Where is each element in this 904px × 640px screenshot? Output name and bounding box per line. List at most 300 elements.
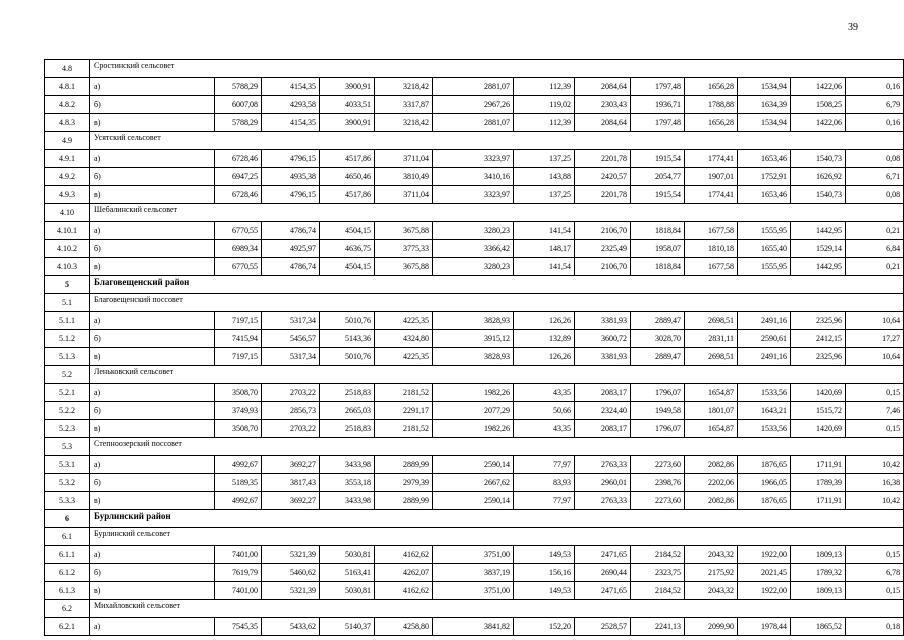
value-cell: 3817,43 (262, 474, 320, 492)
value-cell: 2831,11 (685, 330, 738, 348)
value-cell: 5189,35 (215, 474, 262, 492)
row-variant: а) (90, 546, 215, 564)
value-cell: 1422,06 (791, 114, 846, 132)
value-cell: 1677,58 (685, 222, 738, 240)
row-variant: б) (90, 330, 215, 348)
value-cell: 5433,62 (262, 618, 320, 636)
section-label: Шебалинский сельсовет (90, 204, 904, 222)
row-variant: а) (90, 456, 215, 474)
value-cell: 10,42 (846, 492, 904, 510)
row-variant: б) (90, 168, 215, 186)
value-cell: 4293,58 (262, 96, 320, 114)
table-row (45, 546, 904, 564)
value-cell: 1634,39 (738, 96, 791, 114)
value-cell: 2021,45 (738, 564, 791, 582)
value-cell: 4154,35 (262, 78, 320, 96)
value-cell: 3433,98 (320, 456, 375, 474)
settlement-header-row (45, 60, 904, 78)
value-cell: 2202,06 (685, 474, 738, 492)
value-cell: 0,15 (846, 546, 904, 564)
value-cell: 10,42 (846, 456, 904, 474)
value-cell: 1915,54 (631, 150, 685, 168)
value-cell: 3381,93 (575, 312, 631, 330)
value-cell: 2590,61 (738, 330, 791, 348)
value-cell: 4517,86 (320, 186, 375, 204)
row-variant: в) (90, 348, 215, 366)
row-variant: в) (90, 258, 215, 276)
value-cell: 4154,35 (262, 114, 320, 132)
value-cell: 6989,34 (215, 240, 262, 258)
value-cell: 1982,26 (433, 384, 514, 402)
row-variant: б) (90, 96, 215, 114)
value-cell: 2181,52 (375, 384, 433, 402)
value-cell: 2273,60 (631, 456, 685, 474)
value-cell: 5317,34 (262, 312, 320, 330)
section-label: Бурлинский сельсовет (90, 528, 904, 546)
row-code: 4.10.2 (45, 240, 90, 258)
value-cell: 6,71 (846, 168, 904, 186)
value-cell: 1655,40 (738, 240, 791, 258)
value-cell: 0,15 (846, 384, 904, 402)
table-row (45, 492, 904, 510)
value-cell: 3218,42 (375, 114, 433, 132)
table-row (45, 384, 904, 402)
row-variant: а) (90, 78, 215, 96)
value-cell: 4517,86 (320, 150, 375, 168)
value-cell: 1922,00 (738, 546, 791, 564)
value-cell: 2084,64 (575, 114, 631, 132)
value-cell: 4636,75 (320, 240, 375, 258)
value-cell: 5456,57 (262, 330, 320, 348)
row-code: 5 (45, 276, 90, 294)
value-cell: 5010,76 (320, 348, 375, 366)
settlement-header-row (45, 600, 904, 618)
value-cell: 1797,48 (631, 114, 685, 132)
value-cell: 2106,70 (575, 222, 631, 240)
value-cell: 77,97 (514, 492, 575, 510)
value-cell: 132,89 (514, 330, 575, 348)
value-cell: 4796,15 (262, 186, 320, 204)
district-header-row (45, 510, 904, 528)
value-cell: 2665,03 (320, 402, 375, 420)
row-code: 6.2 (45, 600, 90, 618)
value-cell: 1515,72 (791, 402, 846, 420)
value-cell: 2703,22 (262, 384, 320, 402)
settlement-header-row (45, 294, 904, 312)
value-cell: 2291,17 (375, 402, 433, 420)
value-cell: 4033,51 (320, 96, 375, 114)
value-cell: 5010,76 (320, 312, 375, 330)
row-code: 5.1.3 (45, 348, 90, 366)
value-cell: 3410,16 (433, 168, 514, 186)
value-cell: 2325,96 (791, 312, 846, 330)
value-cell: 1711,91 (791, 456, 846, 474)
value-cell: 1677,58 (685, 258, 738, 276)
value-cell: 1534,94 (738, 78, 791, 96)
value-cell: 7197,15 (215, 312, 262, 330)
value-cell: 1978,44 (738, 618, 791, 636)
value-cell: 1555,95 (738, 258, 791, 276)
row-variant: б) (90, 474, 215, 492)
row-variant: а) (90, 384, 215, 402)
value-cell: 1752,91 (738, 168, 791, 186)
value-cell: 2763,33 (575, 492, 631, 510)
district-header-row (45, 276, 904, 294)
value-cell: 1876,65 (738, 492, 791, 510)
table-row (45, 258, 904, 276)
row-code: 6.1 (45, 528, 90, 546)
row-code: 4.9.2 (45, 168, 90, 186)
value-cell: 1982,26 (433, 420, 514, 438)
value-cell: 3837,19 (433, 564, 514, 582)
value-cell: 1797,48 (631, 78, 685, 96)
row-code: 5.2 (45, 366, 90, 384)
value-cell: 2967,26 (433, 96, 514, 114)
value-cell: 10,64 (846, 348, 904, 366)
value-cell: 5140,37 (320, 618, 375, 636)
value-cell: 3692,27 (262, 492, 320, 510)
value-cell: 2881,07 (433, 114, 514, 132)
table-row (45, 456, 904, 474)
value-cell: 2856,73 (262, 402, 320, 420)
value-cell: 2325,49 (575, 240, 631, 258)
table-row (45, 618, 904, 636)
value-cell: 2324,40 (575, 402, 631, 420)
value-cell: 2518,83 (320, 384, 375, 402)
value-cell: 1540,73 (791, 186, 846, 204)
value-cell: 2698,51 (685, 312, 738, 330)
row-code: 5.3.2 (45, 474, 90, 492)
row-code: 4.10 (45, 204, 90, 222)
value-cell: 43,35 (514, 384, 575, 402)
value-cell: 4992,67 (215, 456, 262, 474)
settlement-header-row (45, 528, 904, 546)
value-cell: 1508,25 (791, 96, 846, 114)
value-cell: 149,53 (514, 582, 575, 600)
value-cell: 6947,25 (215, 168, 262, 186)
value-cell: 2043,32 (685, 582, 738, 600)
value-cell: 1789,39 (791, 474, 846, 492)
value-cell: 2491,16 (738, 348, 791, 366)
value-cell: 3900,91 (320, 114, 375, 132)
value-cell: 2889,99 (375, 492, 433, 510)
value-cell: 1936,71 (631, 96, 685, 114)
row-code: 5.2.2 (45, 402, 90, 420)
value-cell: 3323,97 (433, 150, 514, 168)
row-code: 6.1.1 (45, 546, 90, 564)
value-cell: 6770,55 (215, 258, 262, 276)
value-cell: 1774,41 (685, 150, 738, 168)
value-cell: 1656,28 (685, 78, 738, 96)
settlement-header-row (45, 204, 904, 222)
value-cell: 3711,04 (375, 186, 433, 204)
value-cell: 16,38 (846, 474, 904, 492)
value-cell: 1801,07 (685, 402, 738, 420)
value-cell: 2083,17 (575, 420, 631, 438)
row-code: 4.8.3 (45, 114, 90, 132)
row-variant: б) (90, 402, 215, 420)
value-cell: 3433,98 (320, 492, 375, 510)
value-cell: 2590,14 (433, 492, 514, 510)
value-cell: 1653,46 (738, 150, 791, 168)
value-cell: 2184,52 (631, 546, 685, 564)
value-cell: 141,54 (514, 258, 575, 276)
value-cell: 1809,13 (791, 582, 846, 600)
value-cell: 5143,36 (320, 330, 375, 348)
value-cell: 0,18 (846, 618, 904, 636)
table-row (45, 420, 904, 438)
value-cell: 1915,54 (631, 186, 685, 204)
value-cell: 1949,58 (631, 402, 685, 420)
value-cell: 2420,57 (575, 168, 631, 186)
value-cell: 3317,87 (375, 96, 433, 114)
value-cell: 1711,91 (791, 492, 846, 510)
value-cell: 2881,07 (433, 78, 514, 96)
value-cell: 1654,87 (685, 384, 738, 402)
value-cell: 5317,34 (262, 348, 320, 366)
table-row (45, 186, 904, 204)
table-row (45, 78, 904, 96)
row-variant: а) (90, 618, 215, 636)
table-row (45, 114, 904, 132)
table-row (45, 96, 904, 114)
value-cell: 1818,84 (631, 222, 685, 240)
value-cell: 1796,07 (631, 384, 685, 402)
value-cell: 2106,70 (575, 258, 631, 276)
value-cell: 1534,94 (738, 114, 791, 132)
value-cell: 2181,52 (375, 420, 433, 438)
value-cell: 1788,88 (685, 96, 738, 114)
value-cell: 112,39 (514, 78, 575, 96)
value-cell: 156,16 (514, 564, 575, 582)
value-cell: 1966,05 (738, 474, 791, 492)
value-cell: 1555,95 (738, 222, 791, 240)
value-cell: 6770,55 (215, 222, 262, 240)
value-cell: 3810,49 (375, 168, 433, 186)
row-variant: в) (90, 420, 215, 438)
row-code: 4.8.2 (45, 96, 90, 114)
value-cell: 3751,00 (433, 582, 514, 600)
row-code: 5.2.3 (45, 420, 90, 438)
value-cell: 6007,08 (215, 96, 262, 114)
table-row (45, 474, 904, 492)
value-cell: 2698,51 (685, 348, 738, 366)
value-cell: 5788,29 (215, 78, 262, 96)
value-cell: 4935,38 (262, 168, 320, 186)
row-code: 6.2.1 (45, 618, 90, 636)
row-code: 4.9.1 (45, 150, 90, 168)
value-cell: 2273,60 (631, 492, 685, 510)
value-cell: 137,25 (514, 150, 575, 168)
table-row (45, 402, 904, 420)
value-cell: 3675,88 (375, 258, 433, 276)
value-cell: 2979,39 (375, 474, 433, 492)
value-cell: 0,08 (846, 150, 904, 168)
value-cell: 4162,62 (375, 546, 433, 564)
value-cell: 1422,06 (791, 78, 846, 96)
value-cell: 2471,65 (575, 546, 631, 564)
value-cell: 5030,81 (320, 546, 375, 564)
value-cell: 1810,18 (685, 240, 738, 258)
value-cell: 1922,00 (738, 582, 791, 600)
row-variant: а) (90, 312, 215, 330)
value-cell: 137,25 (514, 186, 575, 204)
table-row (45, 330, 904, 348)
value-cell: 2175,92 (685, 564, 738, 582)
value-cell: 126,26 (514, 348, 575, 366)
value-cell: 6728,46 (215, 150, 262, 168)
row-code: 5.1.2 (45, 330, 90, 348)
value-cell: 0,16 (846, 114, 904, 132)
row-variant: в) (90, 492, 215, 510)
section-label: Благовещенский район (90, 276, 904, 294)
value-cell: 5460,62 (262, 564, 320, 582)
value-cell: 3381,93 (575, 348, 631, 366)
value-cell: 43,35 (514, 420, 575, 438)
row-variant: а) (90, 222, 215, 240)
value-cell: 1958,07 (631, 240, 685, 258)
value-cell: 2491,16 (738, 312, 791, 330)
value-cell: 2528,57 (575, 618, 631, 636)
value-cell: 1865,52 (791, 618, 846, 636)
value-cell: 0,21 (846, 258, 904, 276)
table-row (45, 582, 904, 600)
value-cell: 7619,79 (215, 564, 262, 582)
value-cell: 3692,27 (262, 456, 320, 474)
value-cell: 5321,39 (262, 582, 320, 600)
value-cell: 2590,14 (433, 456, 514, 474)
value-cell: 77,97 (514, 456, 575, 474)
value-cell: 3828,93 (433, 348, 514, 366)
settlement-header-row (45, 438, 904, 456)
value-cell: 2241,13 (631, 618, 685, 636)
value-cell: 1654,87 (685, 420, 738, 438)
value-cell: 1643,21 (738, 402, 791, 420)
value-cell: 4504,15 (320, 258, 375, 276)
value-cell: 3508,70 (215, 420, 262, 438)
value-cell: 3751,00 (433, 546, 514, 564)
value-cell: 7,46 (846, 402, 904, 420)
value-cell: 4262,07 (375, 564, 433, 582)
value-cell: 119,02 (514, 96, 575, 114)
value-cell: 4786,74 (262, 222, 320, 240)
value-cell: 10,64 (846, 312, 904, 330)
value-cell: 5163,41 (320, 564, 375, 582)
value-cell: 7197,15 (215, 348, 262, 366)
value-cell: 2667,62 (433, 474, 514, 492)
settlement-header-row (45, 366, 904, 384)
value-cell: 2889,47 (631, 348, 685, 366)
value-cell: 50,66 (514, 402, 575, 420)
value-cell: 0,08 (846, 186, 904, 204)
value-cell: 1876,65 (738, 456, 791, 474)
value-cell: 1653,46 (738, 186, 791, 204)
value-cell: 3323,97 (433, 186, 514, 204)
value-cell: 2763,33 (575, 456, 631, 474)
row-code: 6 (45, 510, 90, 528)
value-cell: 3711,04 (375, 150, 433, 168)
value-cell: 1420,69 (791, 420, 846, 438)
value-cell: 2960,01 (575, 474, 631, 492)
value-cell: 3508,70 (215, 384, 262, 402)
row-variant: б) (90, 240, 215, 258)
value-cell: 148,17 (514, 240, 575, 258)
value-cell: 4786,74 (262, 258, 320, 276)
row-code: 4.8.1 (45, 78, 90, 96)
value-cell: 2703,22 (262, 420, 320, 438)
value-cell: 2084,64 (575, 78, 631, 96)
row-code: 4.9.3 (45, 186, 90, 204)
value-cell: 6728,46 (215, 186, 262, 204)
value-cell: 2082,86 (685, 492, 738, 510)
value-cell: 1774,41 (685, 186, 738, 204)
value-cell: 2082,86 (685, 456, 738, 474)
value-cell: 4258,80 (375, 618, 433, 636)
value-cell: 2043,32 (685, 546, 738, 564)
value-cell: 3028,70 (631, 330, 685, 348)
value-cell: 2303,43 (575, 96, 631, 114)
value-cell: 0,16 (846, 78, 904, 96)
value-cell: 4504,15 (320, 222, 375, 240)
value-cell: 1796,07 (631, 420, 685, 438)
value-cell: 4162,62 (375, 582, 433, 600)
value-cell: 3218,42 (375, 78, 433, 96)
value-cell: 2412,15 (791, 330, 846, 348)
value-cell: 4992,67 (215, 492, 262, 510)
row-code: 5.2.1 (45, 384, 90, 402)
value-cell: 7415,94 (215, 330, 262, 348)
value-cell: 83,93 (514, 474, 575, 492)
value-cell: 4225,35 (375, 312, 433, 330)
value-cell: 3366,42 (433, 240, 514, 258)
value-cell: 6,84 (846, 240, 904, 258)
value-cell: 4925,97 (262, 240, 320, 258)
tariff-table (44, 59, 904, 636)
value-cell: 0,21 (846, 222, 904, 240)
section-label: Сростинский сельсовет (90, 60, 904, 78)
value-cell: 3775,33 (375, 240, 433, 258)
table-row (45, 150, 904, 168)
value-cell: 2201,78 (575, 186, 631, 204)
value-cell: 2323,75 (631, 564, 685, 582)
table-body (45, 60, 904, 636)
row-code: 6.1.3 (45, 582, 90, 600)
value-cell: 4225,35 (375, 348, 433, 366)
value-cell: 0,15 (846, 582, 904, 600)
value-cell: 5788,29 (215, 114, 262, 132)
row-variant: б) (90, 564, 215, 582)
section-label: Благовещенский поссовет (90, 294, 904, 312)
row-code: 4.9 (45, 132, 90, 150)
value-cell: 7545,35 (215, 618, 262, 636)
value-cell: 3280,23 (433, 258, 514, 276)
value-cell: 2398,76 (631, 474, 685, 492)
table-row (45, 348, 904, 366)
row-code: 5.3.3 (45, 492, 90, 510)
value-cell: 1533,56 (738, 420, 791, 438)
row-variant: в) (90, 186, 215, 204)
value-cell: 3900,91 (320, 78, 375, 96)
value-cell: 2325,96 (791, 348, 846, 366)
value-cell: 3280,23 (433, 222, 514, 240)
value-cell: 3915,12 (433, 330, 514, 348)
section-label: Бурлинский район (90, 510, 904, 528)
value-cell: 2077,29 (433, 402, 514, 420)
value-cell: 112,39 (514, 114, 575, 132)
section-label: Степноозерский поссовет (90, 438, 904, 456)
value-cell: 1818,84 (631, 258, 685, 276)
row-code: 6.1.2 (45, 564, 90, 582)
